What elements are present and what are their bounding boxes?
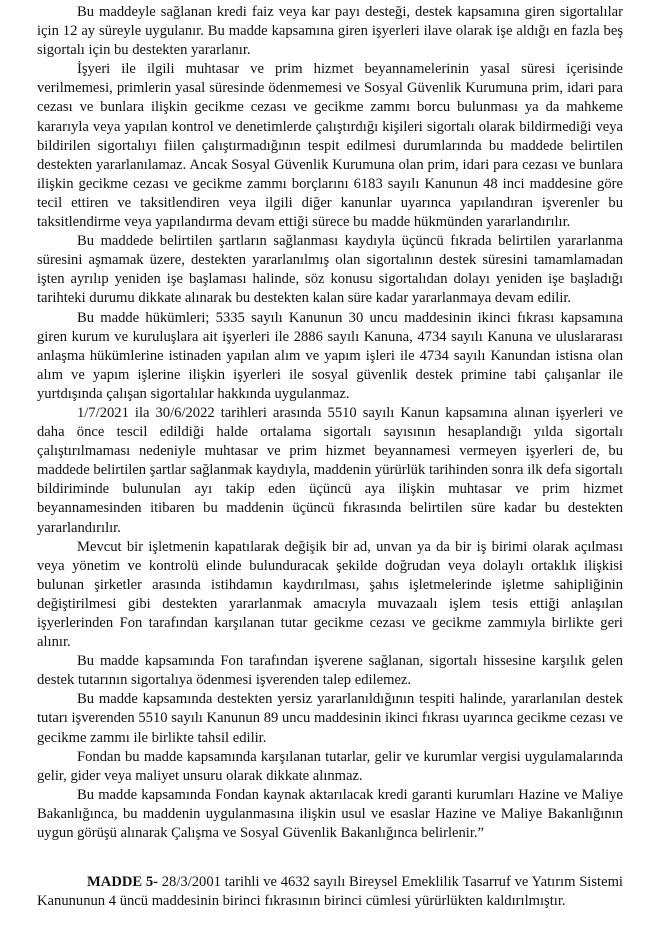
- paragraph-3: Bu maddede belirtilen şartların sağlanması kaydıyla üçüncü fıkrada belirtilen yararlanma süresini aşmamak üzere, destekten yararlanılmış olan sigortalının destek süresini tamamlamadan işten ayrılıp yeniden işe başlaması halinde, söz konusu sigortalıdan dolayı yeniden işe başladığı tarihteki durumu dikkate alınarak bu destekten kalan süre kadar yararlanmaya devam edilir.: [37, 233, 623, 307]
- paragraph-5: 1/7/2021 ila 30/6/2022 tarihleri arasında 5510 sayılı Kanun kapsamına alınan işyerleri ve daha önce tescil edildiği halde ortalama sigortalı sayısının hesaplandığı yılda sigortalı çalıştırılmaması nedeniyle muhtasar ve prim hizmet beyannamesi vermeyen işyerleri de, bu maddede belirtilen şartlar sağlanmak kaydıyla, maddenin yürürlük tarihinden sonra ilk defa sigortalı bildiriminde bulunulan ayı takip eden üçüncü aya ilişkin muhtasar ve prim hizmet beyannamesinden itibaren bu maddenin üçüncü fıkrasında belirtilen süre kadar bu destekten yararlandırılır.: [37, 404, 623, 536]
- paragraph-6: Mevcut bir işletmenin kapatılarak değişik bir ad, unvan ya da bir iş birimi olarak açılması veya yönetim ve kontrolü elinde bulunduracak şekilde doğrudan veya dolaylı ortaklık ilişkisi bulunan şirketler arasında istihdamın kaydırılması, şahıs işletmelerinde işletme sahipliğinin değiştirilmesi gibi destekten yararlanmak amacıyla muvazaalı işlem tesis ettiği anlaşılan işyerlerinden Fon tarafından karşılanan tutar gecikme cezası ve gecikme zammıyla birlikte geri alınır.: [37, 538, 623, 651]
- article-5-paragraph: [37, 873, 623, 911]
- paragraph-7: Bu madde kapsamında Fon tarafından işverene sağlanan, sigortalı hissesine karşılık gelen destek tutarının sigortalıya ödenmesi işverenden talep edilemez.: [37, 653, 623, 689]
- article-5-title: MADDE 5-: [87, 874, 159, 891]
- paragraph-10: Bu madde kapsamında Fondan kaynak aktarılacak kredi garanti kurumları Hazine ve Maliye Bakanlığınca, bu maddenin uygulanmasına ilişkin usul ve esaslar Hazine ve Maliye Bakanlığının uygun görüşü alınarak Çalışma ve Sosyal Güvenlik Bakanlığınca belirlenir.”: [37, 786, 623, 842]
- article-5-section: [37, 873, 623, 911]
- paragraph-8: Bu madde kapsamında destekten yersiz yararlanıldığının tespiti halinde, yararlanılan destek tutarı işverenden 5510 sayılı Kanunun 89 uncu maddesinin ikinci fıkrası uyarınca gecikme cezası ve gecikme zammı ile birlikte tahsil edilir.: [37, 691, 623, 746]
- article-5-text: 28/3/2001 tarihli ve 4632 sayılı Bireysel Emeklilik Tasarruf ve Yatırım Sistemi Kanununun 4 üncü maddesinin birinci fıkrasının birinci cümlesi yürürlükten kaldırılmıştır.: [37, 874, 623, 910]
- paragraph-9: Fondan bu madde kapsamında karşılanan tutarlar, gelir ve kurumlar vergisi uygulamalarında gelir, gider veya maliyet unsuru olarak dikkate alınmaz.: [37, 748, 623, 784]
- paragraph-1: Bu maddeyle sağlanan kredi faiz veya kar payı desteği, destek kapsamına giren sigortalılar için 12 ay süreyle uygulanır. Bu madde kapsamına giren işyerleri ilave olarak işe aldığı en fazla beş sigortalı için bu destekten yararlanır.: [37, 4, 623, 59]
- article-body: [37, 3, 623, 843]
- paragraph-4: Bu madde hükümleri; 5335 sayılı Kanunun 30 uncu maddesinin ikinci fıkrası kapsamına giren kurum ve kuruluşlara ait işyerleri ile 2886 sayılı Kanuna, 4734 sayılı Kanuna ve uluslararası anlaşma hükümlerine istinaden yapılan alım ve yapım işleri ile 4734 sayılı Kanundan istisna olan alım ve yapım işlerine ilişkin işyerleri ile sosyal güvenlik destek primine tabi çalışanlar ile yurtdışında çalışan sigortalılar hakkında uygulanmaz.: [37, 309, 623, 402]
- paragraph-2: İşyeri ile ilgili muhtasar ve prim hizmet beyannamelerinin yasal süresi içerisinde verilmemesi, primlerin yasal süresinde ödenmemesi ve Sosyal Güvenlik Kurumuna prim, idari para cezası ve bunlara ilişkin gecikme cezası ve gecikme zammı borcu bulunması ya da mahkeme kararıyla veya yapılan kontrol ve denetimlerde çalıştırdığı kişileri sigortalı olarak bildirmediği veya bildirilen sigortalıyı fiilen çalıştırmadığının tespit edilmesi durumlarında bu maddede belirtilen destekten yararlanılamaz. Ancak Sosyal Güvenlik Kurumuna olan prim, idari para cezası ve bunlara ilişkin gecikme cezası ve gecikme zammı borçlarını 6183 sayılı Kanunun 48 inci maddesine göre tecil ettiren ve taksitlendiren veya ilgili diğer kanunlar uyarınca yapılandıran işverenler bu taksitlendirme veya yapılandırma devam ettiği sürece bu madde hükmünden yararlandırılır.: [37, 61, 623, 231]
